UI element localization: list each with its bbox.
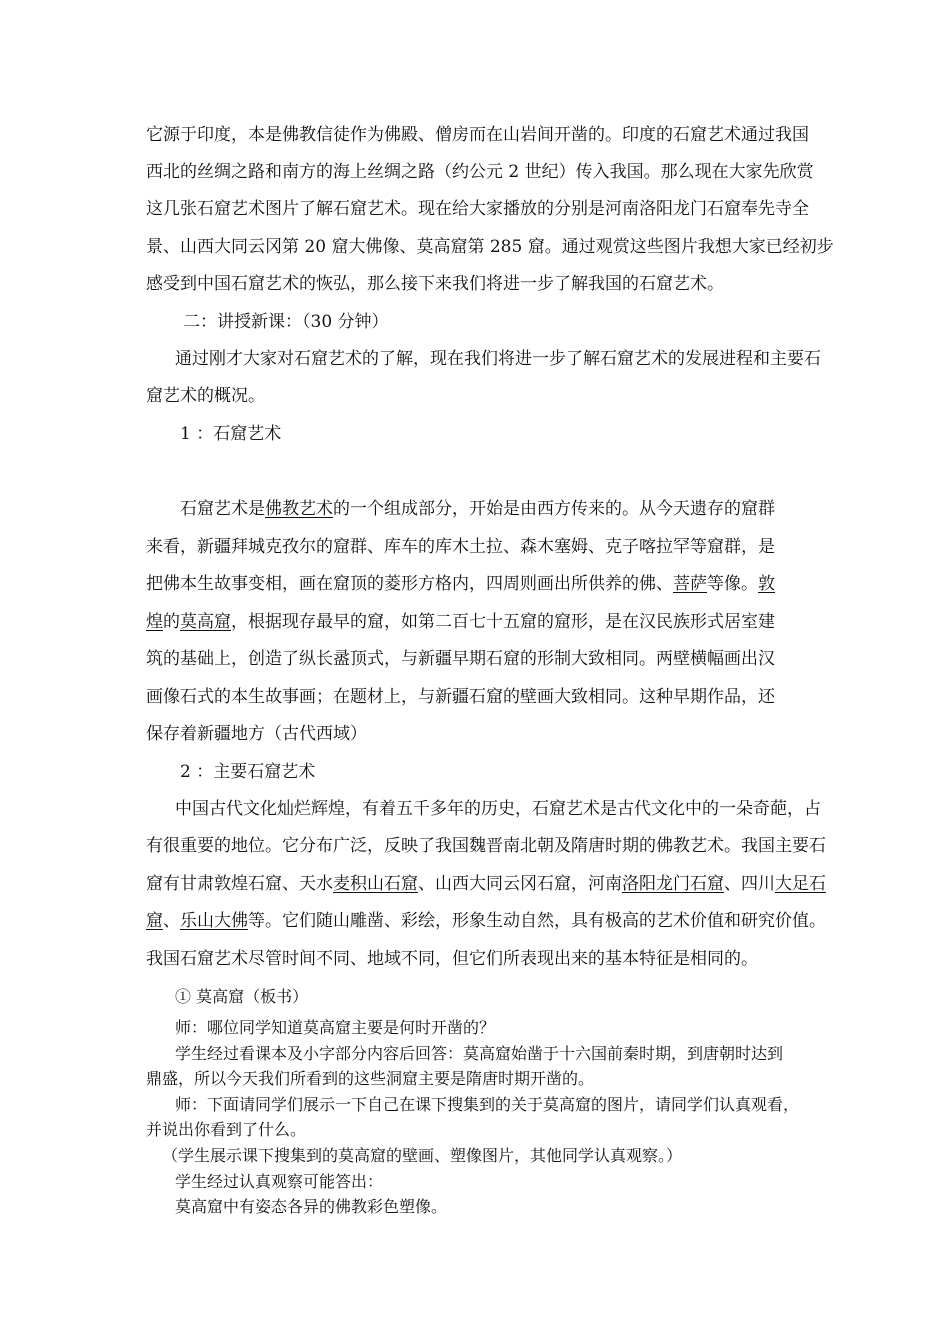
link-longmen[interactable]: 洛阳龙门石窟 — [622, 874, 724, 894]
para2-line-3: 窟有甘肃敦煌石窟、天水麦积山石窟、山西大同云冈石窟，河南洛阳龙门石窟、四川大足石 — [146, 874, 826, 894]
mogao-line-5: 并说出你看到了什么。 — [146, 1120, 307, 1139]
para1-line-2: 来看，新疆拜城克孜尔的窟群、库车的库木土拉、森木塞姆、克子喀拉罕等窟群，是 — [146, 537, 775, 557]
mogao-line-2: 学生经过看课本及小字部分内容后回答：莫高窟始凿于十六国前秦时期，到唐朝时达到 — [175, 1044, 784, 1063]
intro-line-3: 这几张石窟艺术图片了解石窟艺术。现在给大家播放的分别是河南洛阳龙门石窟奉先寺全 — [146, 199, 809, 219]
para1-line-1: 石窟艺术是佛教艺术的一个组成部分，开始是由西方传来的。从今天遗存的窟群 — [180, 499, 775, 519]
mogao-line-3: 鼎盛，所以今天我们所看到的这些洞窟主要是隋唐时期开凿的。 — [146, 1069, 595, 1088]
link-dunhuang-start[interactable]: 敦 — [758, 574, 775, 594]
link-buddhist-art[interactable]: 佛教艺术 — [265, 499, 333, 519]
link-maijishan[interactable]: 麦积山石窟 — [333, 874, 418, 894]
mogao-line-4: 师：下面请同学们展示一下自己在课下搜集到的关于莫高窟的图片，请同学们认真观看， — [175, 1095, 800, 1114]
subsection-heading-2: 2 ：主要石窟艺术 — [180, 762, 316, 782]
section-heading: 二：讲授新课：（30 分钟） — [183, 312, 389, 332]
para1-line-4: 煌的莫高窟，根据现存最早的窟，如第二百七十五窟的窟形，是在汉民族形式居室建 — [146, 612, 775, 632]
intro-line-2: 西北的丝绸之路和南方的海上丝绸之路（约公元 2 世纪）传入我国。那么现在大家先欣赏 — [146, 162, 814, 182]
para1-line-6: 画像石式的本生故事画；在题材上，与新疆石窟的壁画大致相同。这种早期作品，还 — [146, 687, 775, 707]
link-dunhuang-end[interactable]: 煌 — [146, 612, 163, 632]
mogao-line-6: （学生展示课下搜集到的莫高窟的壁画、塑像图片，其他同学认真观察。） — [162, 1146, 683, 1165]
section-line-2: 窟艺术的概况。 — [146, 386, 265, 406]
link-mogao-caves[interactable]: 莫高窟 — [180, 612, 231, 632]
para2-line-4: 窟、乐山大佛等。它们随山雕凿、彩绘，形象生动自然，具有极高的艺术价值和研究价值。 — [146, 911, 826, 931]
section-line-1: 通过刚才大家对石窟艺术的了解，现在我们将进一步了解石窟艺术的发展进程和主要石 — [175, 349, 821, 369]
para1-line-3: 把佛本生故事变相，画在窟顶的菱形方格内，四周则画出所供养的佛、菩萨等像。敦 — [146, 574, 775, 594]
link-bodhisattva[interactable]: 菩萨 — [673, 574, 707, 594]
mogao-line-8: 莫高窟中有姿态各异的佛教彩色塑像。 — [175, 1197, 448, 1216]
mogao-heading: ① 莫高窟（板书） — [175, 987, 309, 1006]
mogao-line-7: 学生经过认真观察可能答出： — [175, 1172, 384, 1191]
para2-line-5: 我国石窟艺术尽管时间不同、地域不同，但它们所表现出来的基本特征是相同的。 — [146, 949, 758, 969]
para2-line-1: 中国古代文化灿烂辉煌，有着五千多年的历史，石窟艺术是古代文化中的一朵奇葩，占 — [175, 799, 821, 819]
para1-line-7: 保存着新疆地方（古代西域） — [146, 724, 367, 744]
intro-line-4: 景、山西大同云冈第 20 窟大佛像、莫高窟第 285 窟。通过观赏这些图片我想大家已经初步 — [146, 237, 834, 257]
para1-line-5: 筑的基础上，创造了纵长盝顶式，与新疆早期石窟的形制大致相同。两壁横幅画出汉 — [146, 649, 775, 669]
link-dazu-end[interactable]: 窟 — [146, 911, 163, 931]
link-dazu-start[interactable]: 大足石 — [775, 874, 826, 894]
link-leshan-buddha[interactable]: 乐山大佛 — [180, 911, 248, 931]
intro-line-5: 感受到中国石窟艺术的恢弘，那么接下来我们将进一步了解我国的石窟艺术。 — [146, 274, 724, 294]
intro-line-1: 它源于印度，本是佛教信徒作为佛殿、僧房而在山岩间开凿的。印度的石窟艺术通过我国 — [146, 125, 809, 145]
para2-line-2: 有很重要的地位。它分布广泛，反映了我国魏晋南北朝及隋唐时期的佛教艺术。我国主要石 — [146, 836, 826, 856]
mogao-line-1: 师：哪位同学知道莫高窟主要是何时开凿的？ — [175, 1018, 496, 1037]
subsection-heading-1: 1 ：石窟艺术 — [180, 424, 282, 444]
